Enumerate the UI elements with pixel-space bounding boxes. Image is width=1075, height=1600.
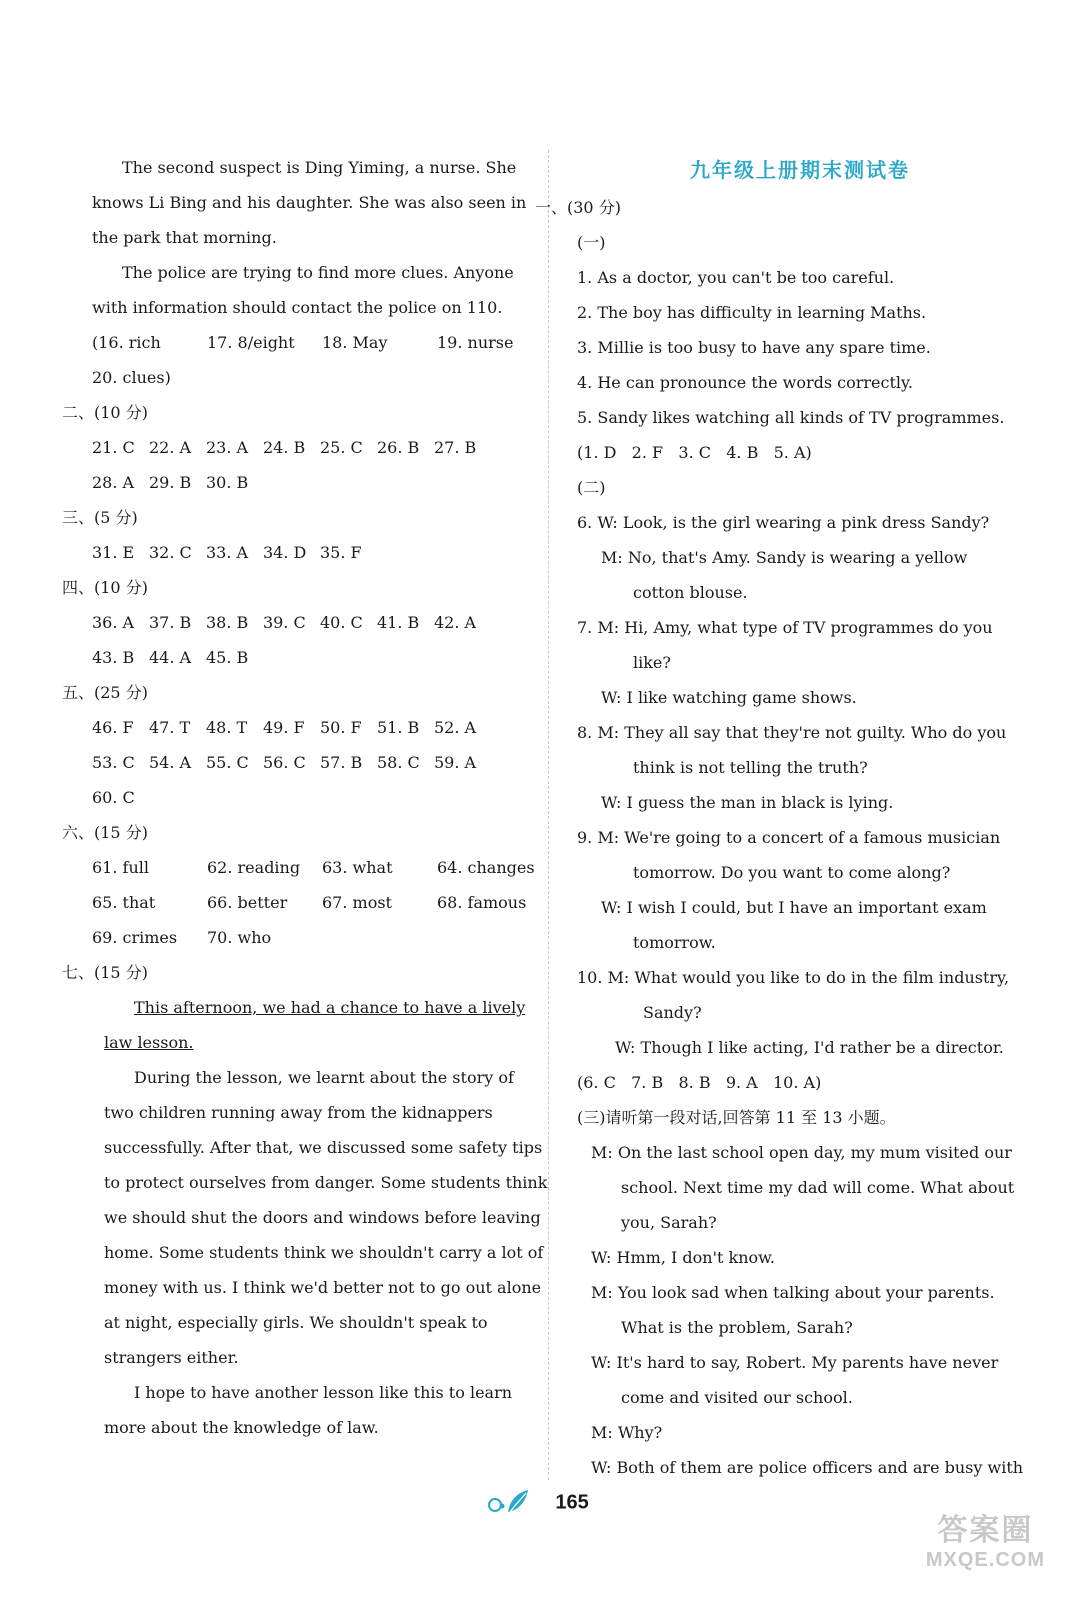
right-column [535,150,1035,1485]
answer-item: 63. what [322,858,393,877]
dialog-line: W: I guess the man in black is lying. [601,793,894,812]
text-line: the park that morning. [92,228,277,247]
answer-item: 45. B [206,648,249,667]
answer-item: 20. clues) [92,368,171,387]
answer-item: 30. B [206,473,249,492]
dialog-line: Sandy? [643,1003,702,1022]
answer-item: 43. B [92,648,135,667]
essay-line: money with us. I think we'd better not to go out alone [104,1278,542,1297]
answer-row [92,885,527,920]
answer-item: 26. B [377,438,420,457]
answer-item: 36. A [92,613,135,632]
answer-item: 57. B [320,753,363,772]
text-line: The police are trying to find more clues. Anyone [122,263,514,282]
subsection-heading: (一) [577,233,606,252]
answer-item: 69. crimes [92,928,178,947]
answer-item: 62. reading [207,858,301,877]
dialog-line: W: Hmm, I don't know. [591,1248,776,1267]
dialog-line: M: You look sad when talking about your parents. [591,1283,995,1302]
leaf-logo-icon [486,1488,532,1520]
answer-row [92,920,522,955]
answer-item: 47. T [149,718,191,737]
answer-row [92,535,522,570]
answer-row [92,780,522,815]
answer-item: 61. full [92,858,149,877]
essay-line: we should shut the doors and windows before leaving [104,1208,541,1227]
answer-item: 56. C [263,753,306,772]
answer-row [92,360,522,395]
answer-item: 46. F [92,718,134,737]
dialog-line: W: I like watching game shows. [601,688,857,707]
answer-item: (16. rich [92,333,161,352]
answer-item: 49. F [263,718,305,737]
answer-row [92,745,522,780]
essay-line: This afternoon, we had a chance to have a lively [134,998,526,1017]
dialog-line: M: No, that's Amy. Sandy is wearing a yellow [601,548,968,567]
dialog-line: you, Sarah? [621,1213,717,1232]
dialog-line: think is not telling the truth? [633,758,868,777]
answer-item: 28. A [92,473,135,492]
answer-row [92,325,522,360]
sentence-line: 5. Sandy likes watching all kinds of TV programmes. [577,408,1005,427]
answer-row [92,430,522,465]
answer-item: 66. better [207,893,288,912]
sentence-line: 2. The boy has difficulty in learning Maths. [577,303,927,322]
dialog-line: 7. M: Hi, Amy, what type of TV programmes do you [577,618,993,637]
answer-item: 50. F [320,718,362,737]
page-number: 165 [555,1491,589,1514]
sentence-line: 3. Millie is too busy to have any spare time. [577,338,931,357]
section-heading: 四、(10 分) [62,578,148,597]
essay-line: strangers either. [104,1348,239,1367]
watermark-url: MXQE.COM [925,1549,1045,1571]
answer-item: 32. C [149,543,192,562]
essay-line: home. Some students think we shouldn't carry a lot of [104,1243,544,1262]
answer-item: 54. A [149,753,192,772]
dialog-line: What is the problem, Sarah? [621,1318,853,1337]
answer-item: 44. A [149,648,192,667]
answer-item: 64. changes [437,858,535,877]
dialog-line: school. Next time my dad will come. What about [621,1178,1015,1197]
answer-item: 25. C [320,438,363,457]
answer-item: 58. C [377,753,420,772]
essay-line: at night, especially girls. We shouldn't speak to [104,1313,488,1332]
subsection-heading: (三)请听第一段对话,回答第 11 至 13 小题。 [577,1108,896,1127]
dialog-line: W: I wish I could, but I have an important exam [601,898,987,917]
essay-line: I hope to have another lesson like this to learn [134,1383,513,1402]
answer-item: 19. nurse [437,333,514,352]
dialog-line: come and visited our school. [621,1388,853,1407]
answer-row [92,640,522,675]
answer-item: 59. A [434,753,477,772]
dialog-line: M: On the last school open day, my mum visited our [591,1143,1012,1162]
left-column [62,150,548,1445]
answer-row [92,710,522,745]
section-heading: 一、(30 分) [535,198,621,217]
text-line: knows Li Bing and his daughter. She was also seen in [92,193,527,212]
text-line: with information should contact the police on 110. [92,298,503,317]
answer-row [92,605,522,640]
answer-item: 39. C [263,613,306,632]
dialog-line: W: It's hard to say, Robert. My parents have never [591,1353,999,1372]
answer-item: 51. B [377,718,420,737]
essay-line: two children running away from the kidnappers [104,1103,493,1122]
answer-item: 48. T [206,718,248,737]
section-heading: 六、(15 分) [62,823,148,842]
answer-item: 52. A [434,718,477,737]
watermark-text: 答案圈 [937,1514,1034,1547]
answer-item: 24. B [263,438,306,457]
answer-item: 68. famous [437,893,527,912]
essay-line: During the lesson, we learnt about the story of [134,1068,514,1087]
dialog-line: tomorrow. [633,933,716,952]
dialog-line: W: Though I like acting, I'd rather be a director. [615,1038,1004,1057]
answer-item: 33. A [206,543,249,562]
essay-line: more about the knowledge of law. [104,1418,379,1437]
essay-line: law lesson. [104,1033,194,1052]
answer-item: 29. B [149,473,192,492]
answer-item: 37. B [149,613,192,632]
answer-item: 67. most [322,893,392,912]
answer-item: 40. C [320,613,363,632]
essay-line: to protect ourselves from danger. Some students think [104,1173,548,1192]
dialog-line: 6. W: Look, is the girl wearing a pink dress Sandy? [577,513,990,532]
dialog-line: cotton blouse. [633,583,748,602]
dialog-line: like? [633,653,671,672]
answer-item: 41. B [377,613,420,632]
answer-item: 42. A [434,613,477,632]
answer-item: 17. 8/eight [207,333,295,352]
answer-item: 35. F [320,543,362,562]
dialog-line: 10. M: What would you like to do in the film industry, [577,968,1010,987]
subsection-heading: (二) [577,478,606,497]
dialog-line: 9. M: We're going to a concert of a famous musician [577,828,1001,847]
answer-item: 27. B [434,438,477,457]
answer-item: 60. C [92,788,135,807]
answer-row [92,465,522,500]
answer-item: 23. A [206,438,249,457]
watermark [926,1505,1045,1572]
answer-item: 34. D [263,543,307,562]
answer-item: 38. B [206,613,249,632]
dialog-line: W: Both of them are police officers and are busy with [591,1458,1024,1477]
page-title: 九年级上册期末测试卷 [690,158,910,182]
answer-item: 55. C [206,753,249,772]
section-heading: 三、(5 分) [62,508,138,527]
answer-row: (1. D 2. F 3. C 4. B 5. A) [577,443,812,462]
answer-item: 21. C [92,438,135,457]
sentence-line: 4. He can pronounce the words correctly. [577,373,914,392]
page-footer [0,1488,1075,1520]
answer-row: (6. C 7. B 8. B 9. A 10. A) [577,1073,822,1092]
answer-item: 70. who [207,928,272,947]
sentence-line: 1. As a doctor, you can't be too careful. [577,268,895,287]
essay-line: successfully. After that, we discussed some safety tips [104,1138,543,1157]
answer-item: 31. E [92,543,135,562]
section-heading: 五、(25 分) [62,683,148,702]
dialog-line: 8. M: They all say that they're not guilty. Who do you [577,723,1007,742]
dialog-line: tomorrow. Do you want to come along? [633,863,951,882]
answer-item: 53. C [92,753,135,772]
dialog-line: M: Why? [591,1423,663,1442]
section-heading: 二、(10 分) [62,403,148,422]
section-heading: 七、(15 分) [62,963,148,982]
answer-row [92,850,535,885]
text-line: The second suspect is Ding Yiming, a nurse. She [122,158,517,177]
answer-item: 18. May [322,333,388,352]
answer-item: 65. that [92,893,156,912]
answer-item: 22. A [149,438,192,457]
